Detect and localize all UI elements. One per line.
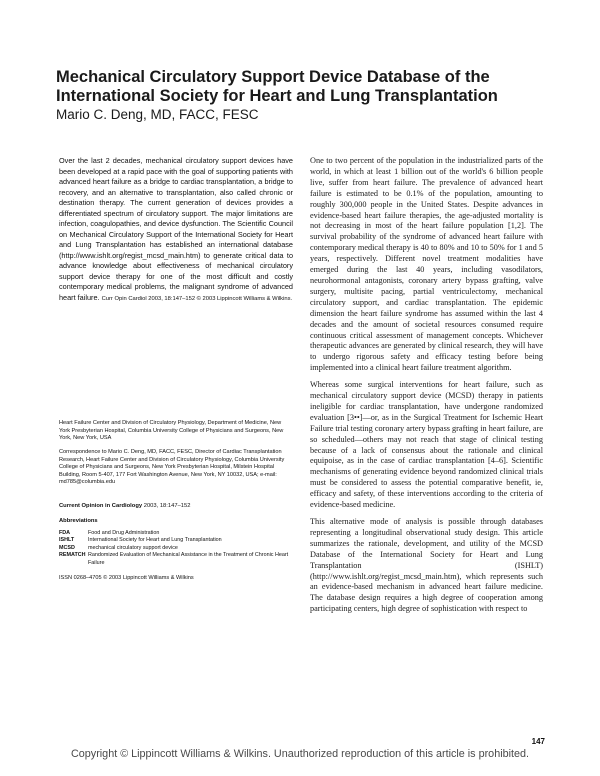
copyright-footer: Copyright © Lippincott Williams & Wilkins. Unauthorized reproduction of this article is prohibited. <box>70 748 530 760</box>
abbreviation-key: ISHLT <box>59 537 75 544</box>
abbreviation-row <box>59 537 293 544</box>
correspondence: Correspondence to Mario C. Deng, MD, FACC, FESC, Director of Cardiac Transplantation Research, Heart Failure Center and Division of Circulatory Physiology, Columbia University College of Physicians and Surgeons, New York Presbyterian Hospital, Milstein Hospital Building, Room 5-407, 177 Fort Washington Avenue, New York, NY 10032, USA; e-mail: md785@columbia.edu <box>59 449 285 485</box>
abbreviation-row <box>59 552 293 567</box>
abstract <box>59 156 293 304</box>
abbreviation-row <box>59 545 293 552</box>
abbreviation-value: mechanical circulatory support device <box>88 544 178 551</box>
journal-name: Current Opinion in Cardiology <box>59 503 143 509</box>
author-line: Mario C. Deng, MD, FACC, FESC <box>56 107 259 122</box>
abbreviation-key: REMATCH <box>59 552 86 559</box>
abbreviation-key: MCSD <box>59 544 75 551</box>
page-number: 147 <box>531 737 545 746</box>
abbreviations-title: Abbreviations <box>59 518 98 524</box>
journal-reference <box>59 502 293 510</box>
issn-line: ISSN 0268–4705 © 2003 Lippincott Williams & Wilkins <box>59 575 194 581</box>
body-column <box>310 156 543 621</box>
body-paragraph: Whereas some surgical interventions for heart failure, such as mechanical circulatory support device (MCSD) therapy in patients ineligible for cardiac transplantation, have undergone randomized evaluation [3••]—or, as in the Surgical Treatment for Ischemic Heart Failure trial testing coronary artery bypass grafting in heart failure, are so scheduled—others may not reach that stage of clinical testing because of a lack of consensus about the rationale and clinical equipoise, as in the case of cardiac transplantation [4–6]. Scientific mechanisms of generating evidence beyond randomized clinical trials must be considered to assess the potential comparative benefit, ie, efficacy and safety, of these interventions according to the criteria of evidence-based medicine. <box>310 380 543 510</box>
body-paragraph: This alternative mode of analysis is possible through databases representing a longitudinal observational study design. This article summarizes the rationale, development, and utility of the MCSD Database of the International Society for Heart and Lung Transplantation (ISHLT) (http://www.ishlt.org/regist_mcsd_main.htm), which represents such an evidence-based mechanism in advanced heart failure medicine. The database design requires a high degree of cooperation among participating centers, high degree of sophistication with respect to <box>310 517 543 614</box>
abbreviation-key: FDA <box>59 530 71 536</box>
abbreviation-value: Randomized Evaluation of Mechanical Assistance in the Treatment of Chronic Heart Failure <box>88 552 289 566</box>
abstract-citation: Curr Opin Cardiol 2003, 18:147–152 © 2003 Lippincott Williams & Wilkins. <box>101 295 293 302</box>
abbreviation-value: International Society for Heart and Lung Transplantation <box>88 537 222 544</box>
abbreviations-list <box>59 530 293 567</box>
abbreviation-row <box>59 530 293 537</box>
affiliation: Heart Failure Center and Division of Circulatory Physiology, Department of Medicine, New York Presbyterian Hospital, Columbia University College of Physicians and Surgeons, New York, New York, USA <box>59 420 284 441</box>
abbreviation-value: Food and Drug Administration <box>88 530 160 536</box>
article-title: Mechanical Circulatory Support Device Database of the International Society for Heart and Lung Transplantation <box>56 68 498 105</box>
abstract-text: Over the last 2 decades, mechanical circulatory support devices have been developed at a rapid pace with the goal of supporting patients with advanced heart failure as a bridge to cardiac transplantation, a bridge to recovery, and an alternative to transplantation, also called chronic or destination therapy. The current generation of devices provides a differentiated spectrum of circulatory support. The major limitations are infection, coagulopathies, and device dysfunction. The Scientific Council on Mechanical Circulatory Support of the International Society for Heart and Lung Transplantation has established an international database (http://www.ishlt.org/regist_mcsd_main.htm) to generate critical data to advance knowledge about effectiveness of mechanical circulatory support device therapy for one of the most difficult and costly contemporary medical problems, the malignant syndrome of advanced heart failure. <box>59 156 293 302</box>
journal-ref: 2003, 18:147–152 <box>143 503 191 509</box>
body-paragraph: One to two percent of the population in the industrialized parts of the world, in which at least 1 billion out of the world's 6 billion people live, suffer from heart failure. The prevalence of advanced heart failure is estimated to be 0.1% of the population, amounting to roughly 300,000 people in the United States. Despite advances in evidence-based heart failure therapies, the age-adjusted mortality is not decreasing in most of the heart failure population [1,2]. The survival probability of the syndrome of advanced heart failure with contemporary medical therapy is 40 to 80% and 10 to 50% for 1 and 5 years, respectively. Different novel treatment modalities have emerged during the last 40 years, including vasodilators, neurohormonal antagonists, coronary artery bypass grafting, valve surgery, multisite pacing, partial ventriculectomy, mechanical circulatory support, and cardiac transplantation. The epidemic dimension the heart failure syndrome has assumed within the last 4 decades and the amount of societal resources consumed require continuous critical assessment of management concepts. Whichever therapeutic advances are generated by clinical research, they will have to undergo rigorous safety and efficacy testing before being implemented into a clinical heart failure treatment algorithm. <box>310 156 543 373</box>
